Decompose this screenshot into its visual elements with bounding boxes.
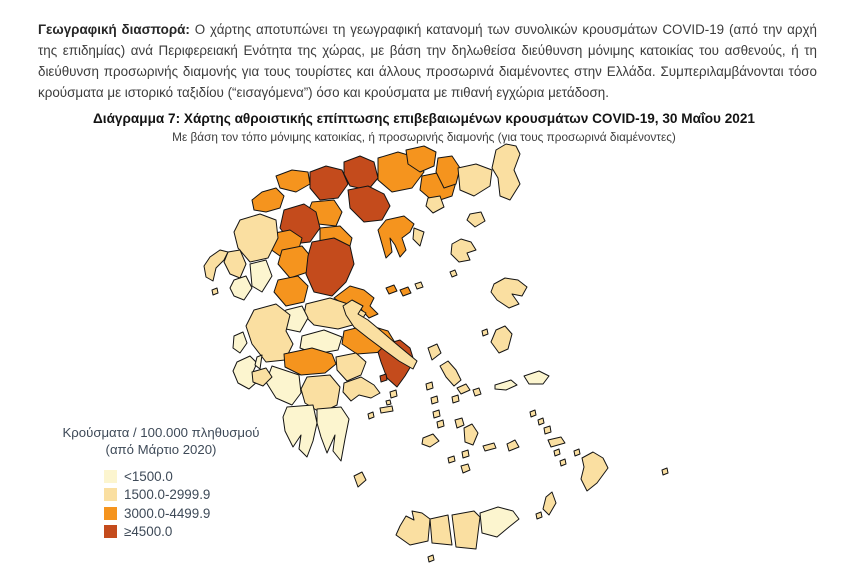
figure-subtitle: Με βάση τον τόπο μόνιμης κατοικίας, ή προσωρινής διαμονής (για τους προσωρινά διαμένοντες) [172, 130, 676, 144]
region-kilkis [344, 156, 378, 190]
region-heraklion [452, 511, 480, 549]
region-andros-island [440, 361, 461, 386]
legend-item [104, 504, 270, 523]
region-limnos-island [451, 239, 476, 262]
region-sporades-islands [386, 285, 411, 296]
region-salamina-island [380, 374, 387, 382]
region-arta [250, 260, 272, 292]
region-laconia [317, 407, 349, 461]
region-skyros-island [428, 344, 441, 360]
region-rhodope [458, 164, 492, 196]
region-lesvos-island [491, 278, 527, 308]
region-messenia [283, 405, 317, 457]
legend-swatch-1 [104, 470, 117, 483]
region-rhodes-island [581, 452, 608, 491]
region-karpathos-island [543, 492, 556, 515]
map-legend [52, 424, 270, 541]
region-evros [492, 144, 520, 200]
region-naxos-island [464, 424, 478, 445]
region-kythira-island [354, 472, 366, 487]
region-kos-island [548, 437, 565, 447]
legend-item [104, 486, 270, 505]
region-chios-island [491, 326, 512, 353]
legend-title-line2: (από Μάρτιο 2020) [105, 442, 217, 457]
region-thasos-island [426, 196, 444, 213]
legend-swatch-2 [104, 488, 117, 501]
region-athos [413, 228, 424, 246]
region-ithaki-island [255, 355, 262, 369]
region-pella [310, 166, 348, 200]
legend-title [52, 424, 270, 458]
legend-label-1: <1500.0 [124, 468, 173, 484]
region-larissa [306, 238, 354, 296]
legend-label-3: 3000.0-4499.9 [124, 505, 211, 521]
region-corfu-island [204, 250, 228, 281]
region-samothrace-island [467, 212, 485, 227]
region-lefkada-island [233, 332, 247, 353]
region-thessaloniki [348, 186, 390, 222]
legend-label-4: ≥4500.0 [124, 524, 173, 540]
intro-body: Ο χάρτης αποτυπώνει τη γεωγραφική κατανομή των συνολικών κρουσμάτων COVID-19 (από την αρχή της επιδημίας) ανά Περιφερειακή Ενότητα της χώρας, με βάση την δηλωθείσα διεύθυνση μόνιμης κατοικίας του ασθενούς, ή τη διεύθυνση προσωρινής διαμονής για τους τουρίστες και άλλους προσωρινά διαμένοντες στην Ελλάδα. Συμπεριλαμβάνονται τόσο κρούσματα με ιστορικό ταξιδίου (“εισαγόμενα”) όσο και κρούσματα με πιθανή εγχώρια μετάδοση. [38, 22, 817, 101]
legend-item [104, 523, 270, 542]
legend-items [52, 467, 270, 541]
region-karditsa [274, 276, 308, 306]
region-preveza [230, 276, 252, 300]
region-kastoria [252, 188, 284, 212]
legend-swatch-3 [104, 507, 117, 520]
figure-title: Διάγραμμα 7: Χάρτης αθροιστικής επίπτωσης επιβεβαιωμένων κρουσμάτων COVID-19, 30 Μαΐου 2021 [93, 111, 755, 126]
region-milos-island [422, 434, 439, 447]
region-tinos-island [457, 384, 470, 394]
region-samos-island [524, 371, 549, 384]
intro-lead: Γεωγραφική διασπορά: [38, 22, 190, 38]
region-astypalaia-island [507, 440, 519, 451]
region-lasithi [480, 507, 519, 537]
region-ikaria-island [495, 380, 517, 390]
legend-item [104, 467, 270, 486]
legend-title-line1: Κρούσματα / 100.000 πληθυσμού [62, 425, 260, 440]
legend-swatch-4 [104, 525, 117, 538]
region-rethymno [430, 515, 452, 545]
region-chania [396, 511, 430, 545]
legend-label-2: 1500.0-2999.9 [124, 487, 211, 503]
region-chalkidiki [378, 216, 414, 258]
region-florina [276, 170, 310, 192]
